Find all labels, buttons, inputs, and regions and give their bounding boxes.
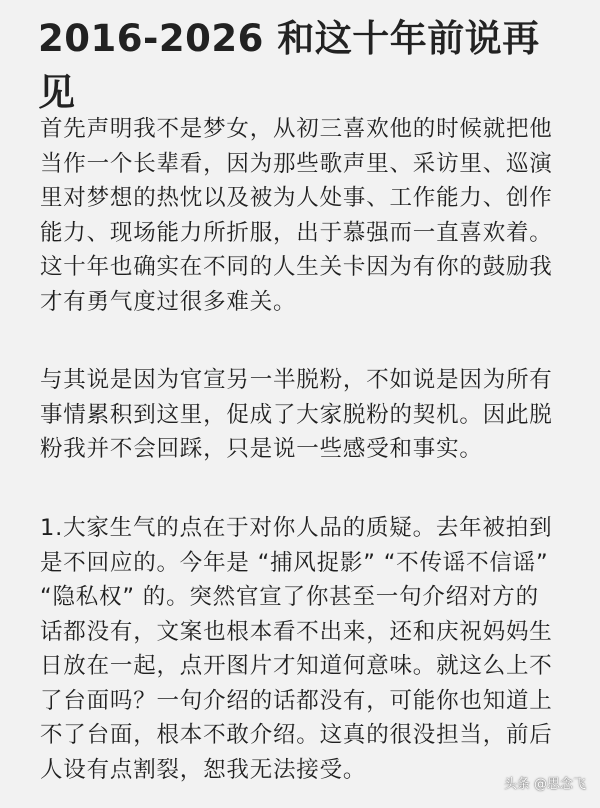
text-line: 是不回应的。今年是 “捕风捉影” “不传谣不信谣” xyxy=(40,549,549,576)
paragraph-3 xyxy=(40,511,580,787)
text-line: 能力、现场能力所折服，出于慕强而一直喜欢着。 xyxy=(40,219,553,246)
text-line: 人设有点割裂，恕我无法接受。 xyxy=(40,756,367,783)
watermark: 头条 @思念飞 xyxy=(503,777,586,792)
text-line: 粉我并不会回踩，只是说一些感受和事实。 xyxy=(40,436,483,462)
text-line: “隐私权” 的。突然官宣了你甚至一句介绍对方的 xyxy=(40,584,539,610)
article-title xyxy=(38,12,568,120)
text-line: 这十年也确实在不同的人生关卡因为有你的鼓励我 xyxy=(40,254,553,280)
text-line: 事情累积到这里，促成了大家脱粉的契机。因此脱 xyxy=(40,401,553,428)
text-line: 当作一个长辈看，因为那些歌声里、采访里、巡演 xyxy=(40,150,553,177)
title-line: 2016-2026 和这十年前说再 xyxy=(38,17,540,60)
text-line: 首先声明我不是梦女，从初三喜欢他的时候就把他 xyxy=(40,116,553,142)
title-line: 见 xyxy=(38,71,76,114)
text-line: 了台面吗？一句介绍的话都没有，可能你也知道上 xyxy=(40,687,553,714)
text-line: 日放在一起，点开图片才知道何意味。就这么上不 xyxy=(40,653,553,679)
text-line: 里对梦想的热忱以及被为人处事、工作能力、创作 xyxy=(40,185,553,211)
text-line: 1.大家生气的点在于对你人品的质疑。去年被拍到 xyxy=(40,515,553,541)
text-line: 话都没有，文案也根本看不出来，还和庆祝妈妈生 xyxy=(40,618,553,645)
paragraph-2 xyxy=(40,363,580,467)
text-line: 与其说是因为官宣另一半脱粉，不如说是因为所有 xyxy=(40,367,553,393)
paragraph-1 xyxy=(40,112,580,319)
text-line: 才有勇气度过很多难关。 xyxy=(40,288,297,315)
text-line: 不了台面，根本不敢介绍。这真的很没担当，前后 xyxy=(40,722,553,748)
